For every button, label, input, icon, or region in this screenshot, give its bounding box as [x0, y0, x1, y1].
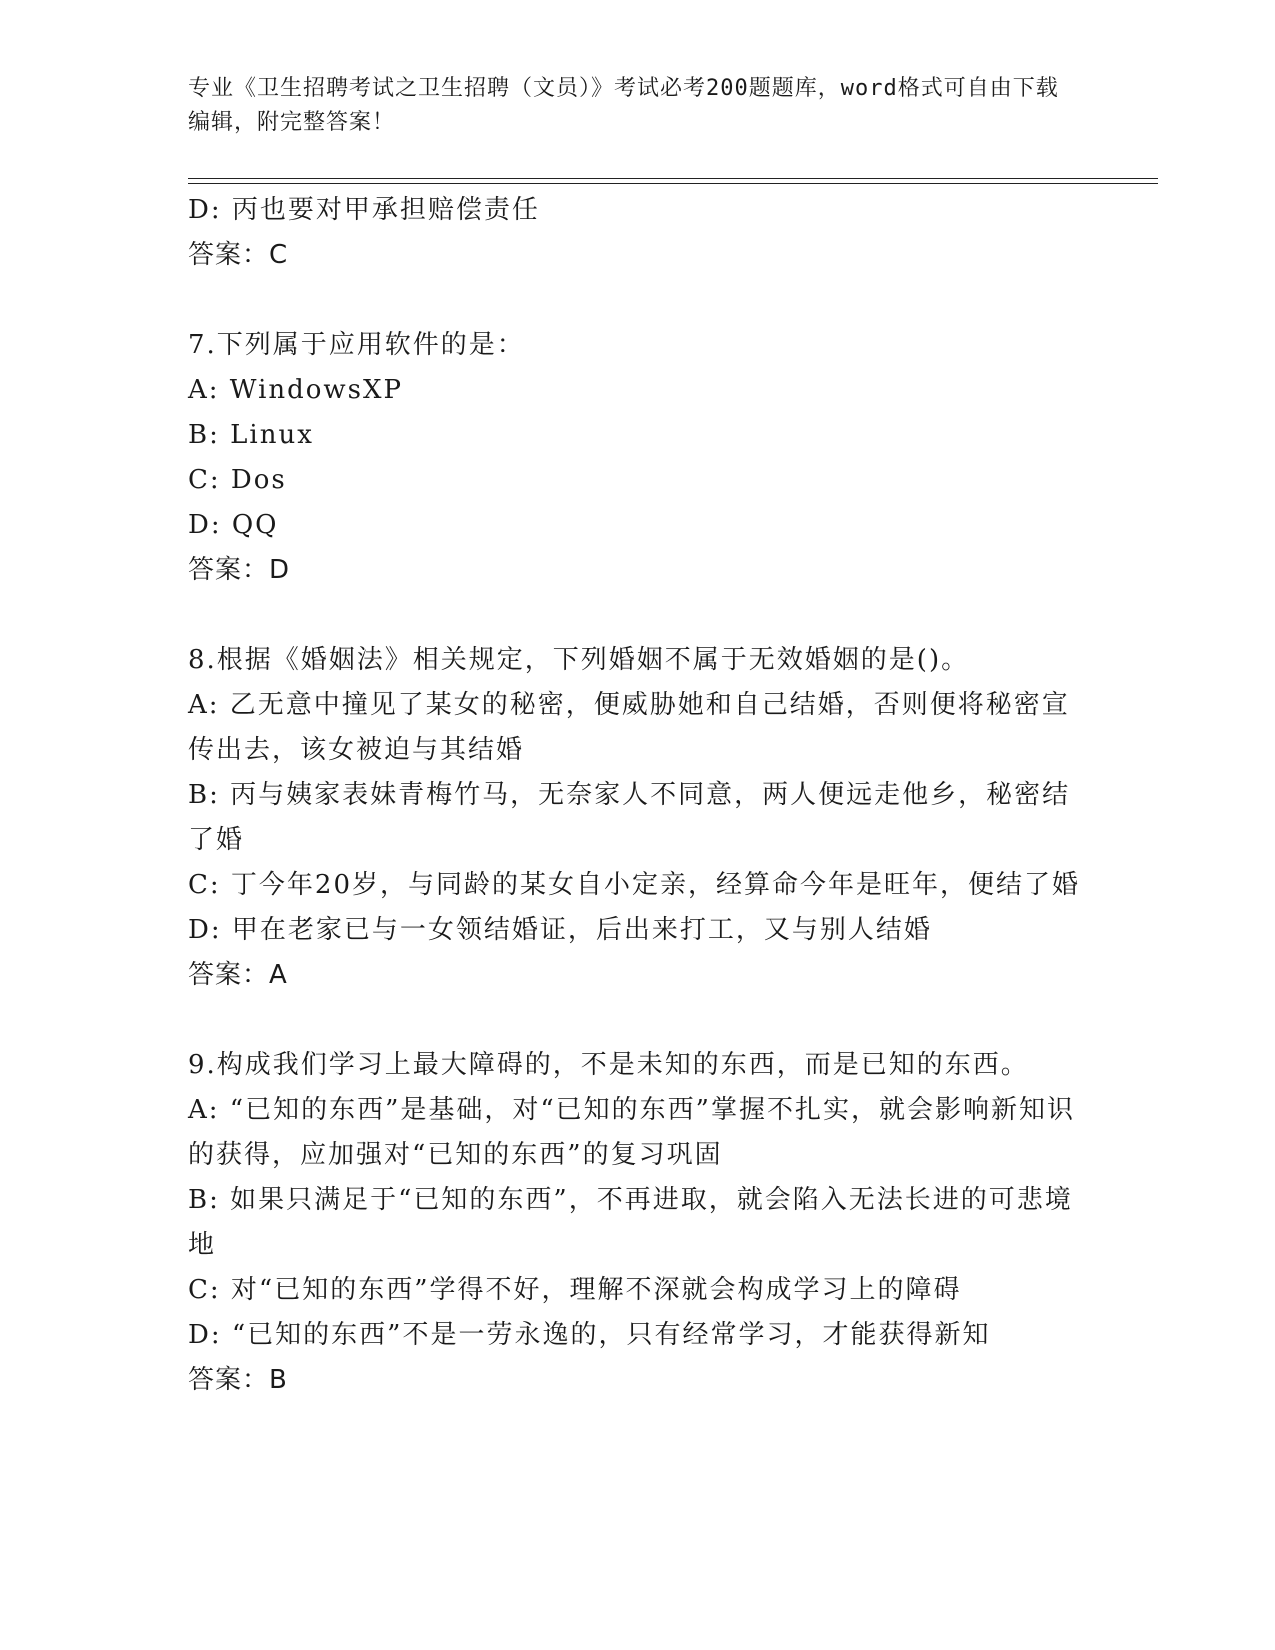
option-d: D: QQ: [188, 510, 279, 540]
spacer: [188, 278, 1088, 323]
option-d: D: “已知的东西”不是一劳永逸的，只有经常学习，才能获得新知: [188, 1320, 991, 1350]
option-c: C: 对“已知的东西”学得不好，理解不深就会构成学习上的障碍: [188, 1275, 962, 1305]
option-b: B: Linux: [188, 420, 314, 450]
header-divider-bottom: [188, 183, 1158, 184]
question-stem: 8.根据《婚姻法》相关规定，下列婚姻不属于无效婚姻的是()。: [188, 645, 970, 675]
option-a: A: “已知的东西”是基础，对“已知的东西”掌握不扎实，就会影响新知识的获得，应加强对“已知的东西”的复习巩固: [188, 1095, 1075, 1170]
question-7: [188, 323, 1088, 593]
option-c: C: Dos: [188, 465, 287, 495]
option-a: A: WindowsXP: [188, 375, 404, 405]
spacer: [188, 998, 1088, 1043]
answer: 答案：A: [188, 960, 288, 990]
prev-option-d: D: 丙也要对甲承担赔偿责任: [188, 195, 540, 225]
answer: 答案：D: [188, 555, 291, 585]
spacer: [188, 593, 1088, 638]
answer: 答案：B: [188, 1365, 288, 1395]
header-divider-top: [188, 178, 1158, 179]
document-header: [188, 72, 1068, 140]
option-a: A: 乙无意中撞见了某女的秘密，便威胁她和自己结婚，否则便将秘密宣传出去，该女被迫与其结婚: [188, 690, 1070, 765]
question-9: [188, 1043, 1088, 1403]
header-text: 专业《卫生招聘考试之卫生招聘（文员）》考试必考200题题库，word格式可自由下载编辑，附完整答案！: [188, 76, 1059, 135]
option-d: D: 甲在老家已与一女领结婚证，后出来打工，又与别人结婚: [188, 915, 932, 945]
option-b: B: 丙与姨家表妹青梅竹马，无奈家人不同意，两人便远走他乡，秘密结了婚: [188, 780, 1071, 855]
question-content: [188, 188, 1088, 1403]
question-stem: 9.构成我们学习上最大障碍的，不是未知的东西，而是已知的东西。: [188, 1050, 1029, 1080]
option-c: C: 丁今年20岁，与同龄的某女自小定亲，经算命今年是旺年，便结了婚: [188, 870, 1081, 900]
question-8: [188, 638, 1088, 998]
option-b: B: 如果只满足于“已知的东西”，不再进取，就会陷入无法长进的可悲境地: [188, 1185, 1073, 1260]
prev-answer: 答案：C: [188, 240, 289, 270]
question-stem: 7.下列属于应用软件的是：: [188, 330, 525, 360]
